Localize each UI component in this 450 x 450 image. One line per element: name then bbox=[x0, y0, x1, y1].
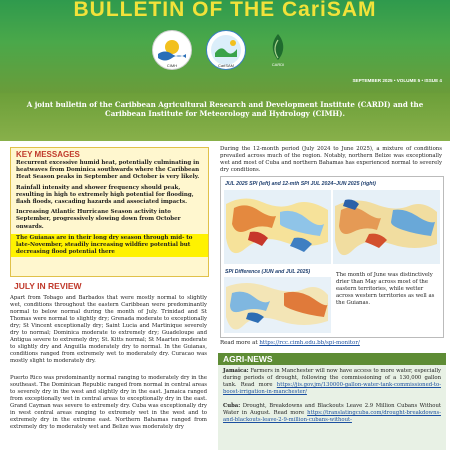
read-more-line: Read more at https://rcc.cimh.edu.bb/spi-monitor/ bbox=[220, 340, 360, 346]
spi-monitor-link[interactable]: https://rcc.cimh.edu.bb/spi-monitor/ bbox=[259, 340, 360, 346]
agri-news-heading: AGRI-NEWS bbox=[223, 354, 273, 364]
spi-figure bbox=[220, 176, 444, 338]
agri-item-link[interactable]: https://translatingcuba.com/drought-breakdowns-and-blackouts-leave-2-9-million-cubans-without- bbox=[223, 410, 441, 423]
spi-difference-map bbox=[224, 277, 331, 333]
agri-news-box bbox=[218, 353, 446, 450]
intro-band bbox=[0, 93, 450, 141]
june-caption: The month of June was distinctively drier than May across most of the eastern territories, while wetter across western territories as well as the Guianas. bbox=[336, 272, 435, 307]
agri-item-link[interactable]: https://jis.gov.jm/130000-gallon-water-tank-commissioned-to-boost-irrigation-in-manchester/ bbox=[223, 382, 441, 395]
spi-paragraph: During the 12-month period (July 2024 to June 2025), a mixture of conditions prevailed across much of the region. Notably, northern Belize was exceptionally wet and most of Cuba and northern Bahamas has experienced normal to severely dry conditions. bbox=[220, 146, 442, 174]
spi-figure-label: JUL 2025 SPI (left) and 12-mth SPI JUL 2024–JUN 2025 (right) bbox=[225, 181, 376, 187]
spi-map-july bbox=[224, 190, 331, 264]
key-message: Rainfall intensity and shower frequency should peak, resulting in high to extremely high potential for flooding, flash floods, cascading hazards and associated impacts. bbox=[16, 184, 194, 206]
issue-line: SEPTEMBER 2025 • VOLUME 5 • ISSUE 4 bbox=[352, 78, 442, 83]
agri-news-text: Jamaica: Farmers in Manchester will now have access to more water, especially during periods of drought, following the commissioning of a 130,000 gallon tank. Read more https://jis.gov.jm/130000-gallon-water-tank-commissioned-to-boost-irrigation-in-manchester/ Cuba: Drought, Breakdowns and Blackouts Leave 2.9 Million Cubans Without Water in August. Read more https://translatingcuba.com/drought-breakdowns-and-blackouts-leave-2-9-million-cubans-without- bbox=[223, 368, 441, 423]
key-message: Increasing Atlantic Hurricane Season activity into September, progressively slowing down from October onwards. bbox=[16, 209, 181, 230]
agri-item-country: Cuba: bbox=[223, 403, 241, 409]
july-review-paragraph: Puerto Rico was predominantly normal ranging to moderately dry in the southeast. The Dominican Republic ranged from normal in central areas to severely dry in the west and slightly dry in the east. Jamaica ranged from exceptionally wet in central areas to exceptionally dry in the east. Grand Cayman was severe to extremely dry. Cuba was exceptionally dry in west central areas ranging to extremely wet in the west and to extremely dry in the extreme east. Northern Bahamas ranged from extremely dry to moderately wet and Belize was moderately dry bbox=[10, 375, 207, 431]
intro-text: A joint bulletin of the Caribbean Agricultural Research and Development Institute (CARDI) and the Caribbean Institute for Meteorology and Hydrology (CIMH). bbox=[26, 100, 424, 119]
july-review-heading: JULY IN REVIEW bbox=[14, 281, 82, 291]
key-message: Recurrent excessive humid heat, potentially culminating in heatwaves from Dominica southwards where the Caribbean Heat Season peaks in September and October is very likely. bbox=[16, 160, 200, 181]
header-banner bbox=[0, 0, 450, 93]
cardi-logo-icon: CARDI bbox=[259, 30, 297, 68]
july-review-paragraph: Apart from Tobago and Barbados that were mostly normal to slightly wet, conditions throughout the eastern Caribbean were predominantly normal to below normal during the month of July. Trinidad and St Thomas were normal to slightly dry; Grenada moderate to exceptionally dry; St Vincent exceptionally dry; Saint Lucia and Martinique severely dry to normal; Dominica moderate to extremely dry; Guadeloupe and Antigua severe to extremely dry; St. Kitts normal; St Maarten moderate to slightly dry and Anguilla moderately dry to normal. In the Guianas, conditions ranged from extremely wet to moderately dry. Curacao was mostly slight to moderately dry. bbox=[10, 295, 207, 365]
spi-map-12-month bbox=[333, 190, 440, 264]
key-messages-heading: KEY MESSAGES bbox=[16, 150, 80, 159]
cimh-logo-icon: CIMH bbox=[152, 30, 192, 70]
agri-news-header bbox=[218, 353, 446, 365]
bulletin-title: BULLETIN OF THE CariSAM bbox=[73, 0, 377, 21]
carisam-logo-icon: CariSAM bbox=[206, 30, 246, 70]
logo-row bbox=[146, 24, 304, 76]
spi-difference-label: SPI Difference (JUN and JUL 2025) bbox=[225, 269, 311, 275]
key-messages-box bbox=[10, 147, 209, 277]
key-message-highlight: The Guianas are in their long dry season through mid- to late-November, steadily increasing wildfire potential but decreasing flood potential there bbox=[11, 234, 208, 258]
agri-item-country: Jamaica: bbox=[223, 368, 249, 374]
